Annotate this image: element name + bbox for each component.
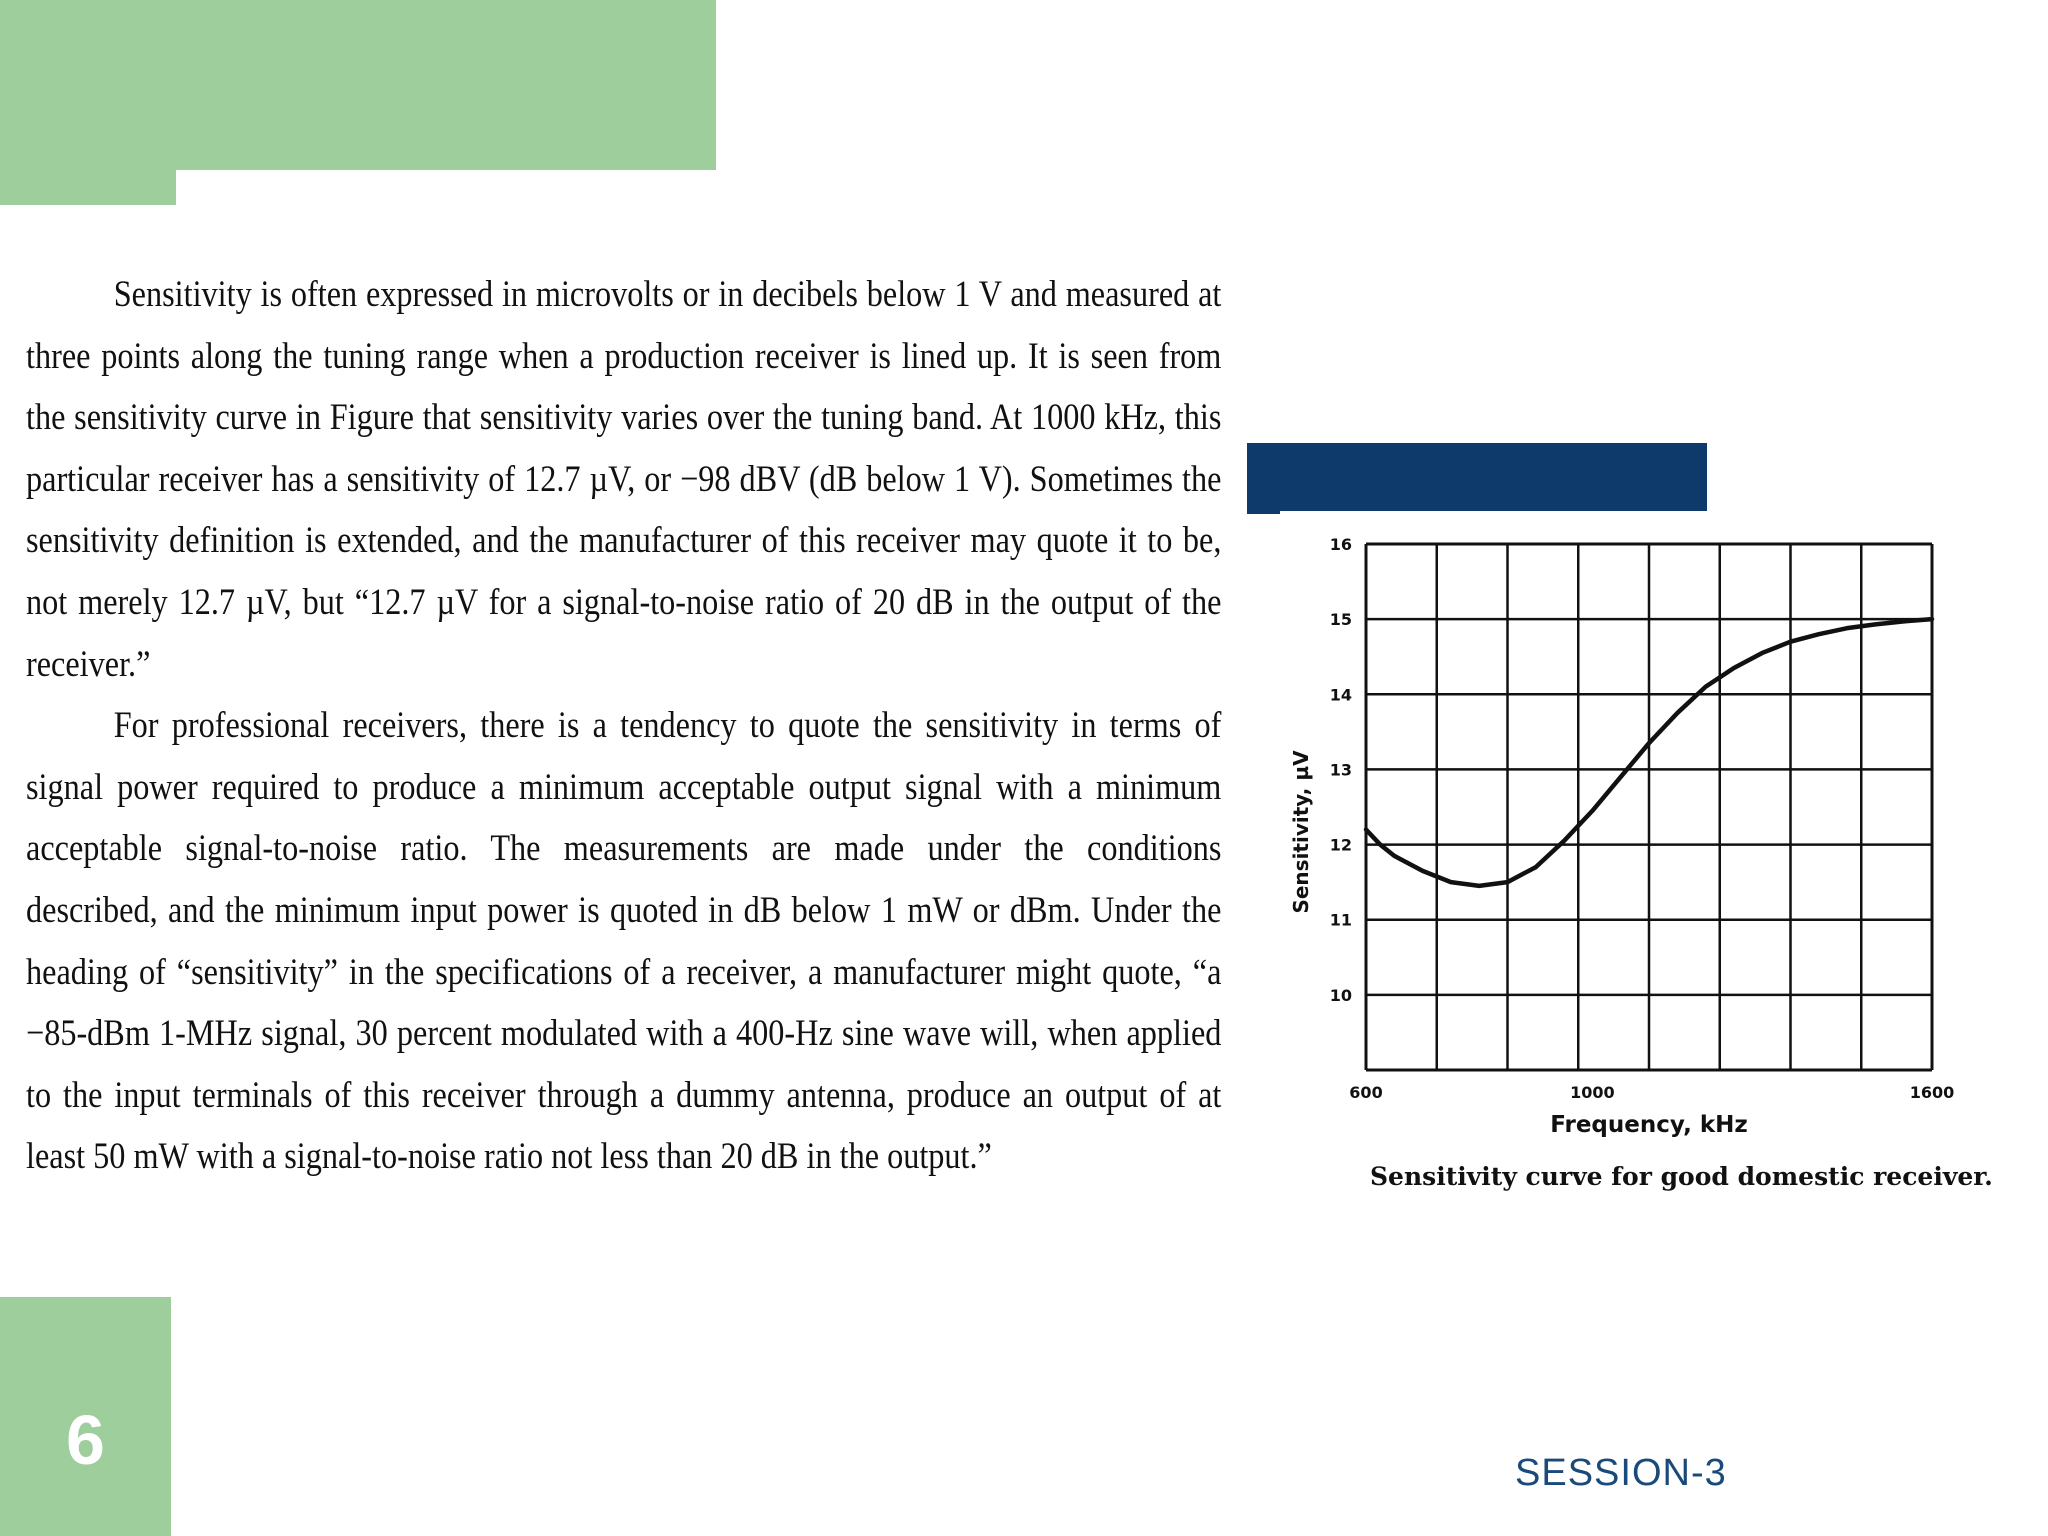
x-tick-label: 1600 [1909,1083,1955,1102]
y-axis-label: Sensitivity, µV [1289,750,1313,914]
y-tick-label: 13 [1329,760,1352,780]
x-axis-label: Frequency, kHz [1550,1112,1748,1138]
slide-number: 6 [66,1401,105,1479]
y-tick-label: 11 [1329,910,1352,930]
y-tick-label: 15 [1329,610,1352,630]
y-tick-label: 16 [1329,535,1352,554]
x-tick-label: 1000 [1570,1083,1615,1102]
y-tick-label: 12 [1329,835,1352,855]
session-label: SESSION-3 [1515,1452,1727,1494]
document-text [26,264,1221,1188]
top-green-band [0,0,716,170]
blue-title-bar [1247,443,1707,511]
paragraph-sensitivity: Sensitivity is often expressed in microvolts or in decibels below 1 V and measured at three points along the tuning range when a production receiver is lined up. It is seen from the sensitivity curve in Figure that sensitivity varies over the tuning band. At 1000 kHz, this particular receiver has a sensitivity of 12.7 µV, or −98 dBV (dB below 1 V). Sometimes the sensitivity definition is extended, and the manufacturer of this receiver may quote it to be, not merely 12.7 µV, but “12.7 µV for a signal-to-noise ratio of 20 dB in the output of the receiver.” [26,274,1222,685]
y-tick-label: 10 [1329,985,1352,1005]
sensitivity-chart [1280,520,1970,1210]
y-tick-label: 14 [1329,685,1352,705]
top-green-band-notch [0,170,176,205]
blue-title-bar-tab [1247,511,1280,514]
x-tick-label: 600 [1349,1083,1383,1102]
chart-caption: Sensitivity curve for good domestic receiver. [1370,1162,1993,1191]
paragraph-professional-receivers: For professional receivers, there is a tendency to quote the sensitivity in terms of signal power required to produce a minimum acceptable output signal with a minimum acceptable signal-to-noise ratio. The measurements are made under the conditions described, and the minimum input power is quoted in dB below 1 mW or dBm. Under the heading of “sensitivity” in the specifications of a receiver, a manufacturer might quote, “a −85-dBm 1-MHz signal, 30 percent modulated with a 400-Hz sine wave will, when applied to the input terminals of this receiver through a dummy antenna, produce an output of at least 50 mW with a signal-to-noise ratio not less than 20 dB in the output.” [26,705,1222,1178]
top-band-curve [176,170,256,240]
sensitivity-chart-svg [1280,520,1970,1160]
